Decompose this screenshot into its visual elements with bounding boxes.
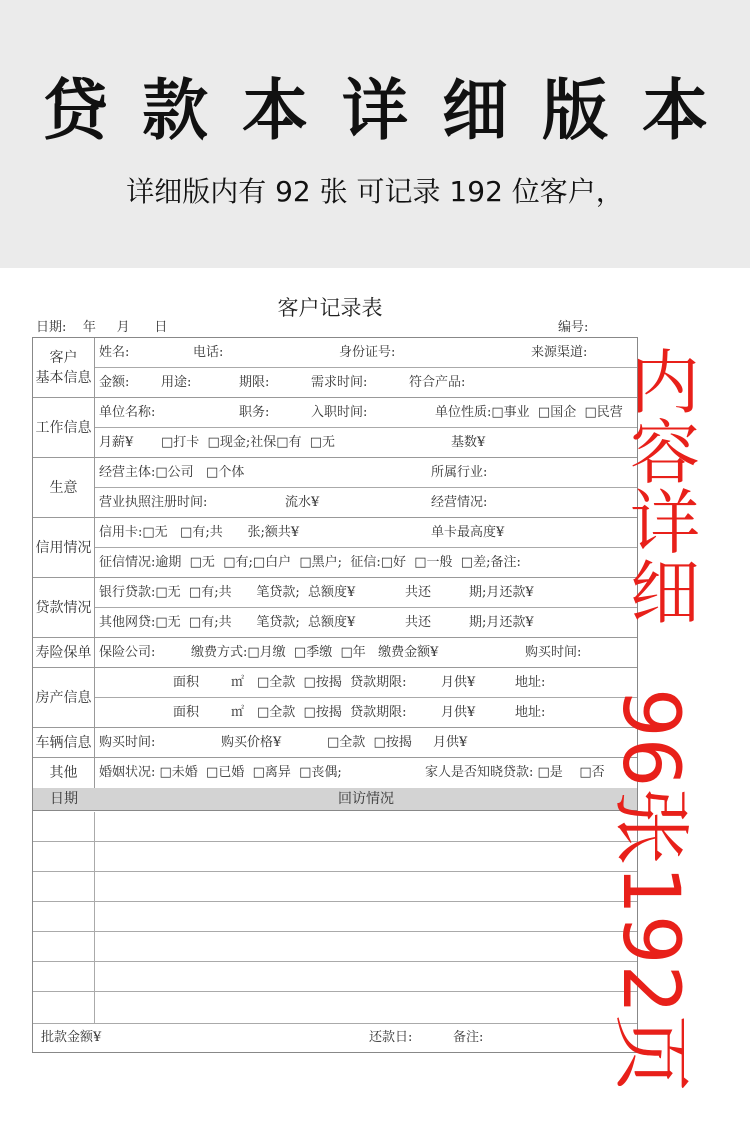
property-line-2 (95, 698, 637, 728)
visit-content-header: 回访情况 (338, 791, 394, 807)
insurance-line-1 (95, 638, 637, 668)
red-promo-vertical (620, 342, 710, 634)
visit-row[interactable] (33, 842, 637, 872)
section-loan (33, 578, 637, 638)
banner-subtitle: 详细版内有 92 张 可记录 192 位客户， (126, 175, 624, 208)
visit-date-header: 日期 (50, 791, 78, 807)
form-title: 客户记录表 (277, 296, 383, 320)
field-monthly-payment: 期;月还款¥ (469, 585, 534, 600)
top-banner (0, 0, 750, 268)
section-label: 生意 (33, 458, 95, 518)
field-repaid: 共还 (405, 585, 432, 600)
section-work (33, 398, 637, 458)
section-other (33, 758, 637, 788)
field-entity: 经营主体:□公司 □个体 (99, 465, 245, 480)
field-marital: 婚姻状况: □未婚 □已婚 □离异 □丧偶; (99, 765, 342, 780)
section-customer (33, 338, 637, 398)
section-business (33, 458, 637, 518)
field-credit-card: 信用卡:□无 □有;共 张;额共¥ (99, 525, 300, 540)
work-line-1 (95, 398, 637, 428)
customer-line-1 (95, 338, 637, 368)
field-source: 来源渠道: (531, 345, 588, 360)
red-promo-rotated: 96张192页 (605, 688, 695, 1093)
section-property (33, 668, 637, 728)
promo-char: 内 (630, 342, 700, 424)
loan-line-2 (95, 608, 637, 638)
field-business-status: 经营情况: (431, 495, 488, 510)
field-mortgage: 月供¥ (441, 705, 476, 720)
visit-header (33, 788, 637, 811)
visit-row[interactable] (33, 902, 637, 932)
visit-row[interactable] (33, 812, 637, 842)
section-label: 工作信息 (33, 398, 95, 458)
field-phone: 电话: (193, 345, 224, 360)
field-online-loan: 其他网贷:□无 □有;共 笔贷款; 总额度¥ (99, 615, 356, 630)
section-label: 房产信息 (33, 668, 95, 728)
field-repaid: 共还 (405, 615, 432, 630)
field-property-payment: □全款 □按揭 贷款期限: (257, 705, 407, 720)
field-name: 姓名: (99, 345, 130, 360)
field-area-unit: ㎡ (231, 675, 245, 690)
field-turnover: 流水¥ (285, 495, 320, 510)
field-purchase-time: 购买时间: (525, 645, 582, 660)
work-line-2 (95, 428, 637, 458)
banner-title: 贷款本详细版本 (42, 72, 742, 149)
footer-row (33, 1024, 637, 1052)
field-area-unit: ㎡ (231, 705, 245, 720)
other-line-1 (95, 758, 637, 788)
vehicle-line-1 (95, 728, 637, 758)
section-label: 客户 基本信息 (33, 338, 95, 398)
visit-row[interactable] (33, 962, 637, 992)
credit-line-1 (95, 518, 637, 548)
field-amount: 金额: (99, 375, 130, 390)
field-product: 符合产品: (409, 375, 466, 390)
visit-row[interactable] (33, 992, 637, 1024)
form-number: 编号: (558, 320, 589, 335)
section-insurance (33, 638, 637, 668)
credit-line-2 (95, 548, 637, 578)
loan-line-1 (95, 578, 637, 608)
field-monthly-payment: 期;月还款¥ (469, 615, 534, 630)
field-price: 购买价格¥ (221, 735, 282, 750)
field-employer-type: 单位性质:□事业 □国企 □民营 (435, 405, 623, 420)
section-label: 信用情况 (33, 518, 95, 578)
repay-date: 还款日: (369, 1030, 413, 1045)
field-base: 基数¥ (451, 435, 486, 450)
field-payment-method: 缴费方式:□月缴 □季缴 □年 缴费金额¥ (191, 645, 439, 660)
section-label: 车辆信息 (33, 728, 95, 758)
field-insurer: 保险公司: (99, 645, 156, 660)
field-address: 地址: (515, 675, 546, 690)
field-position: 职务: (239, 405, 270, 420)
property-line-1 (95, 668, 637, 698)
field-card-limit: 单卡最高度¥ (431, 525, 505, 540)
section-credit (33, 518, 637, 578)
promo-char: 详 (630, 482, 700, 564)
field-bank-loan: 银行贷款:□无 □有;共 笔贷款; 总额度¥ (99, 585, 356, 600)
visit-row[interactable] (33, 932, 637, 962)
field-area: 面积 (173, 675, 200, 690)
field-pay-method: □打卡 □现金;社保□有 □无 (161, 435, 336, 450)
field-purchase-time: 购买时间: (99, 735, 156, 750)
field-family-aware: 家人是否知晓贷款: □是 □否 (425, 765, 605, 780)
field-property-payment: □全款 □按揭 贷款期限: (257, 675, 407, 690)
section-label: 寿险保单 (33, 638, 95, 668)
field-credit-report: 征信情况:逾期 □无 □有;□白户 □黑户; 征信:□好 □一般 □差;备注: (99, 555, 521, 570)
field-industry: 所属行业: (431, 465, 488, 480)
field-license-date: 营业执照注册时间: (99, 495, 208, 510)
field-hire-date: 入职时间: (311, 405, 368, 420)
field-address: 地址: (515, 705, 546, 720)
business-line-2 (95, 488, 637, 518)
visit-row[interactable] (33, 872, 637, 902)
customer-line-2 (95, 368, 637, 398)
section-label: 其他 (33, 758, 95, 788)
field-term: 期限: (239, 375, 270, 390)
field-vehicle-payment: □全款 □按揭 (327, 735, 412, 750)
approved-amount: 批款金额¥ (41, 1030, 102, 1045)
business-line-1 (95, 458, 637, 488)
footer-remark: 备注: (453, 1030, 484, 1045)
field-area: 面积 (173, 705, 200, 720)
field-mortgage: 月供¥ (441, 675, 476, 690)
field-need-time: 需求时间: (311, 375, 368, 390)
form-date: 日期: 年 月 日 (36, 320, 168, 335)
section-vehicle (33, 728, 637, 758)
field-employer: 单位名称: (99, 405, 156, 420)
promo-char: 容 (630, 412, 700, 494)
field-vehicle-monthly: 月供¥ (433, 735, 468, 750)
field-purpose: 用途: (161, 375, 192, 390)
field-salary: 月薪¥ (99, 435, 134, 450)
customer-record-table (32, 337, 638, 1053)
promo-char: 细 (630, 552, 700, 634)
section-label: 贷款情况 (33, 578, 95, 638)
field-id-number: 身份证号: (339, 345, 396, 360)
